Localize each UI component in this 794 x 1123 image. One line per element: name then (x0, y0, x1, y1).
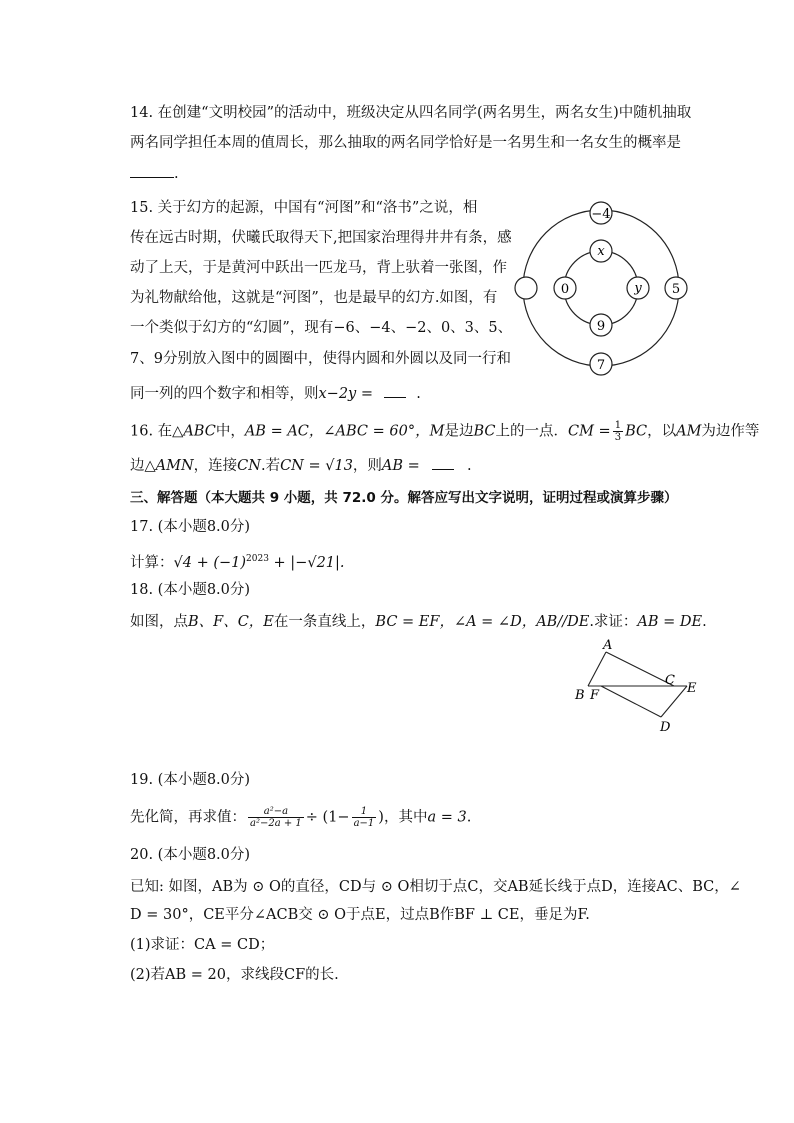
q15-line4: 为礼物献给他，这就是“河图”，也是最早的幻方.如图，有 (130, 290, 498, 306)
q20-line1: 已知: 如图，AB为 ⊙ O的直径，CD与 ⊙ O相切于点C，交AB延长线于点D，连接AC、BC，∠ (130, 879, 741, 895)
svg-text:x: x (597, 244, 605, 259)
outer-bottom-node (590, 353, 612, 375)
q15-line7: 同一列的四个数字和相等，则x−2y = . (130, 383, 421, 404)
answer-blank (130, 163, 174, 178)
fraction: $\frac{\text{a²−a}}{\text{a²−2a + 1}}$ (250, 806, 302, 829)
q18-header: 18. (本小题8.0分) (130, 582, 251, 598)
q16-line2: 边△AMN，连接CN.若CN = √13，则AB = . (130, 455, 472, 476)
outer-left-node (515, 277, 537, 299)
outer-top-node (590, 202, 612, 224)
inner-bottom-node (590, 314, 612, 336)
svg-text:−4: −4 (591, 207, 611, 222)
triangle-figure (570, 636, 705, 736)
q14-line1: 14. 在创建“文明校园”的活动中，班级决定从四名同学(两名男生，两名女生)中随机抽取 (130, 105, 692, 121)
q20-line3: (1)求证：CA = CD； (130, 937, 275, 953)
svg-text:7: 7 (596, 358, 606, 373)
section-3-title: 三、解答题（本大题共 9 小题，共 72.0 分。解答应写出文字说明，证明过程或演算步骤） (130, 490, 678, 506)
q17-header: 17. (本小题8.0分) (130, 519, 251, 535)
q16-line1: 16. 在△ABC中，AB = AC，∠ABC = 60°，M是边BC上的一点．CM = $\frac{1}{3}$ BC，以AM为边作等 (130, 420, 760, 443)
q15-line2: 传在远古时期，伏曦氏取得天下,把国家治理得井井有条，感 (130, 230, 512, 246)
svg-text:E: E (687, 681, 697, 696)
svg-text:5: 5 (671, 282, 681, 297)
q19-header: 19. (本小题8.0分) (130, 772, 251, 788)
fraction: $\frac{1}{a-1}$ (353, 806, 375, 829)
fraction: $\frac{1}{3}$ (614, 420, 622, 443)
svg-text:F: F (590, 688, 600, 703)
q19-body: 先化简，再求值： $\frac{\text{a²−a}}{\text{a²−2a + 1}}$ ÷ (1− $\frac{1}{a-1}$ )，其中a = 3. (130, 806, 472, 829)
inner-right-node (627, 277, 649, 299)
q20-line2: D = 30°，CE平分∠ACB交 ⊙ O于点E，过点B作BF ⊥ CE，垂足为F. (130, 907, 590, 923)
svg-text:D: D (660, 720, 671, 735)
answer-blank (384, 383, 406, 398)
q17-body: 计算：$√4 + (-1)^{2023} + |-√21|$. (130, 554, 345, 571)
q20-header: 20. (本小题8.0分) (130, 847, 251, 863)
svg-text:y: y (634, 281, 642, 296)
q15-line1: 15. 关于幻方的起源，中国有“河图”和“洛书”之说，相 (130, 200, 478, 216)
svg-text:9: 9 (596, 319, 606, 334)
q14-line2: 两名同学担任本周的值周长，那么抽取的两名同学恰好是一名男生和一名女生的概率是 (130, 135, 681, 151)
svg-text:A: A (603, 638, 613, 653)
q14-line3: . (130, 163, 179, 184)
q15-line3: 动了上天，于是黄河中跃出一匹龙马，背上驮着一张图，作 (130, 260, 507, 276)
svg-text:C: C (665, 673, 675, 688)
inner-left-node (554, 277, 576, 299)
svg-text:0: 0 (560, 282, 570, 297)
q15-line5: 一个类似于幻方的“幻圆”，现有−6、−4、−2、0、3、5、 (130, 320, 513, 336)
svg-text:B: B (575, 688, 585, 703)
q15-line6: 7、9分别放入图中的圆圈中，使得内圆和外圆以及同一行和 (130, 351, 511, 367)
inner-top-node (590, 240, 612, 262)
answer-blank (432, 455, 454, 470)
q18-body: 如图，点B、F、C，E在一条直线上，BC = EF，∠A = ∠D，AB//DE.求证：AB = DE. (130, 614, 707, 630)
outer-right-node (665, 277, 687, 299)
q20-line4: (2)若AB = 20，求线段CF的长. (130, 967, 339, 983)
magic-circle-figure (508, 200, 694, 380)
